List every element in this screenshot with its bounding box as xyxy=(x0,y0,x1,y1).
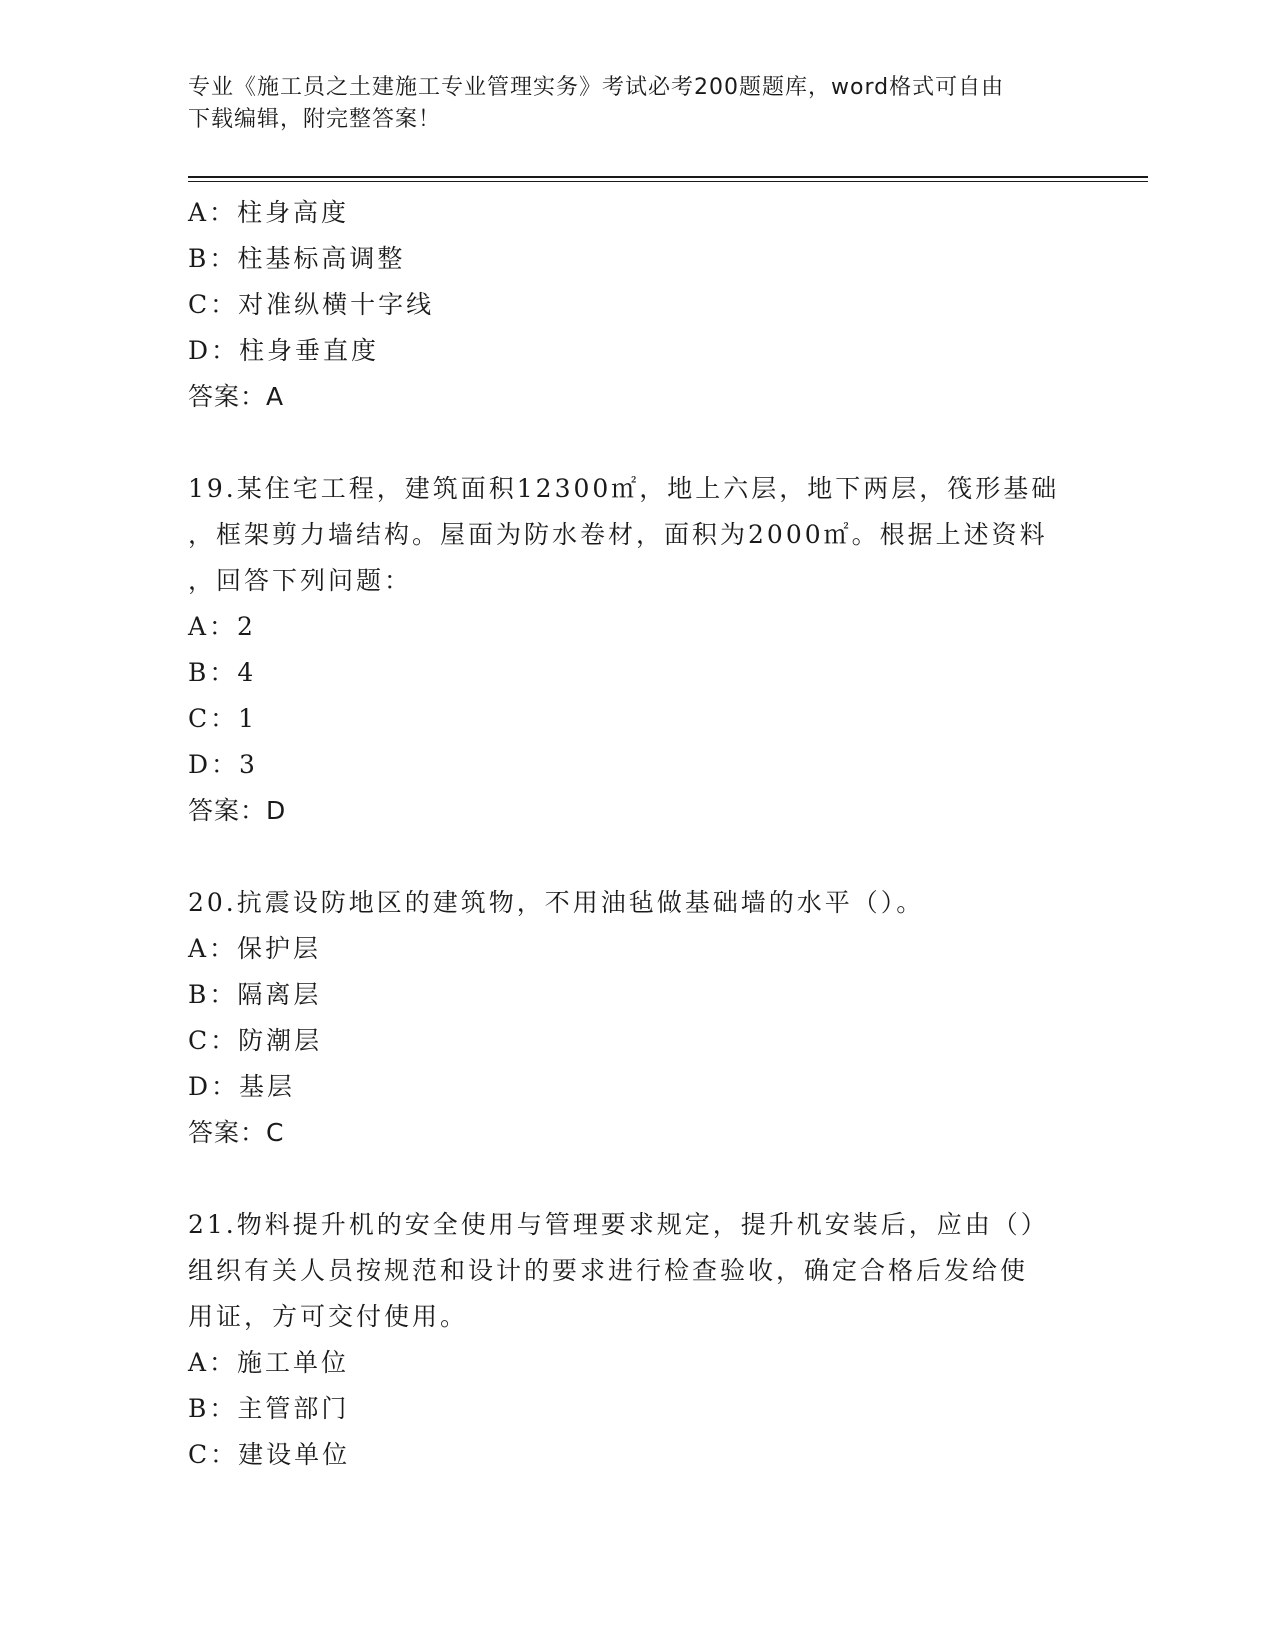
question-text-line: 组织有关人员按规范和设计的要求进行检查验收，确定合格后发给使 xyxy=(188,1256,1029,1285)
answer-line: 答案：D xyxy=(188,796,287,825)
question-text-line: 用证，方可交付使用。 xyxy=(188,1302,469,1331)
option-d: D：3 xyxy=(188,750,258,779)
header-divider-thick xyxy=(188,176,1148,178)
option-d: D：基层 xyxy=(188,1072,296,1101)
question-text-line: ，回答下列问题： xyxy=(188,566,413,595)
question-text-line: 19.某住宅工程，建筑面积12300㎡，地上六层，地下两层，筏形基础 xyxy=(188,474,1060,503)
spacer xyxy=(188,834,1068,880)
spacer xyxy=(188,420,1068,466)
option-a: A：保护层 xyxy=(188,934,322,963)
option-b: B：隔离层 xyxy=(188,980,322,1009)
question-text-line: 20.抗震设防地区的建筑物，不用油毡做基础墙的水平（）。 xyxy=(188,888,925,917)
option-a: A：施工单位 xyxy=(188,1348,350,1377)
question-18-continued xyxy=(188,190,1068,420)
option-c: C：对准纵横十字线 xyxy=(188,290,435,319)
option-b: B：4 xyxy=(188,658,257,687)
document-header xyxy=(188,72,1068,136)
option-b: B：主管部门 xyxy=(188,1394,350,1423)
option-a: A：柱身高度 xyxy=(188,198,350,227)
option-b: B：柱基标高调整 xyxy=(188,244,406,273)
option-c: C：1 xyxy=(188,704,258,733)
question-list xyxy=(188,190,1068,1478)
option-d: D：柱身垂直度 xyxy=(188,336,380,365)
option-a: A：2 xyxy=(188,612,256,641)
header-line-2: 下载编辑，附完整答案！ xyxy=(188,107,442,132)
header-divider-thin xyxy=(188,181,1148,182)
question-20 xyxy=(188,880,1068,1156)
option-c: C：防潮层 xyxy=(188,1026,323,1055)
header-line-1: 专业《施工员之土建施工专业管理实务》考试必考200题题库，word格式可自由 xyxy=(188,75,1005,100)
answer-line: 答案：C xyxy=(188,1118,285,1147)
question-text-line: 21.物料提升机的安全使用与管理要求规定，提升机安装后，应由（） xyxy=(188,1210,1049,1239)
question-text-line: ，框架剪力墙结构。屋面为防水卷材，面积为2000㎡。根据上述资料 xyxy=(188,520,1048,549)
question-21 xyxy=(188,1202,1068,1478)
spacer xyxy=(188,1156,1068,1202)
answer-line: 答案：A xyxy=(188,382,285,411)
option-c: C：建设单位 xyxy=(188,1440,351,1469)
question-19 xyxy=(188,466,1068,834)
